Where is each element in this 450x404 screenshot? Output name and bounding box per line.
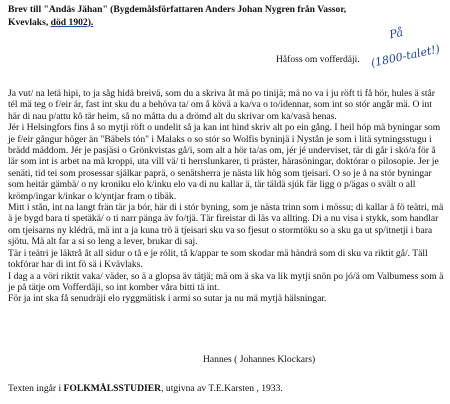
heading-text-place: Kvevlaks, bbox=[8, 16, 51, 28]
handwritten-line-1: På bbox=[388, 25, 405, 42]
paragraph: Mitt i stån, int na langt frän tär ja bór, här di i stór byning, som je nästa trinn som i mössu; di kallar ä fö teätri, mä ä je bygd bara ti spetäkä/ o ti narr pänga äv fo/tjä. Tär fireistar di läs va allting. Di a nu visa i stykk, som handlar om tjeisarns ny klédrä, mä int a ja kuna trö ä tjeisari sku va so fjesut o stormtöku so a sku ga ut sp/itnetji i bara sjötu. Mä alt far a si so leng a lever, brukar di saj. bbox=[8, 202, 444, 248]
letter-body bbox=[8, 88, 445, 305]
paragraph: Ja vut/ na letä hipi, to ja såg hidä breivä, som du a skriva åt mä po tinijä; mä no va i ju röft ti få hör, hules ä står tél mä teg o f/eir är, fast int sku du a behöva ta/ om å kövä a ka/va o to/idennar, som int so stór angår mä. O int här di nau p/attu kô tär heim, så no måtta du a drömd alt du skrivar om ka/vasä henas. bbox=[8, 88, 435, 122]
heading-text: Brev till "Andäs Jähan" (Bygdemålsförfattaren Anders Johan Nygren från Vassor, bbox=[8, 4, 347, 15]
handwritten-annotation bbox=[363, 20, 445, 86]
handwritten-line-2: (1800-talet!) bbox=[369, 42, 442, 70]
document-heading bbox=[8, 4, 400, 29]
source-note bbox=[8, 383, 283, 395]
paragraph: Jér i Helsingfors fins å so mytji röft o undelit så ja kan int hind skriv alt po ein gång. I heil hóp mä byningar som je f/eir gångur höger än "Bäbels tón" i Malaks o so stór so Wolfis byninjä i Nystån je som i litä sytningsstugu i brädd mäddom. Jér je pasjäsi o Grönkvistas gå/i, som alt a hör ta/as om, jér jé underviset, tär di går i skó/a för å lär som int is arbet na mä kroppi, uta vill vä/ ti herrslunkarer, ti präster, härasöningar, doktórar o pilosopie. Jer je senäti, tid tei som prosessar själkar paprä, o senätsherra je nästa lik hög som tjeisari. O so je å na stór byningar som heitär gämbä/ o ny kroniku elo k/inku elo va di nu kallar ä, tär täldä sjúk fär ligg o p/ägas o svält o all krömp/ingar k/inkar o k/yntjar fram o tibäk. bbox=[8, 122, 441, 202]
paragraph: I dag a a vöri riktit vaka/ väder, so ä a glopsa äv tätjä; mä om ä ska va lik mytji snön po jó/ä om Valbumess som ä je på tätje om Vofferdäji, so int komber våra bitti tä int. bbox=[8, 270, 444, 293]
paragraph: Tär i teätri je läktrå åt all sidur o tå e je rólit, tå k/appar te som skodar mä händrä som di sku va riktit gå/. Täll tokfórar har di int fö sä i Kvävlaks. bbox=[8, 247, 428, 271]
source-suffix: , utgivna av T.E.Karsten , 1933. bbox=[161, 383, 283, 394]
paragraph: För ja int ska få senudräji elo ryggmätisk i armi so sutar ja nu mä mytjä hälsningar. bbox=[8, 293, 327, 305]
source-prefix: Texten ingår i bbox=[8, 383, 64, 394]
place-and-date: Håfoss om vofferdäji. bbox=[276, 54, 360, 65]
signature: Hannes ( Johannes Klockars) bbox=[203, 354, 316, 365]
handwritten-annotation-svg bbox=[363, 20, 445, 86]
source-title: FOLKMÅLSSTUDIER bbox=[63, 383, 162, 394]
heading-death-year: död 1902). bbox=[50, 16, 94, 28]
